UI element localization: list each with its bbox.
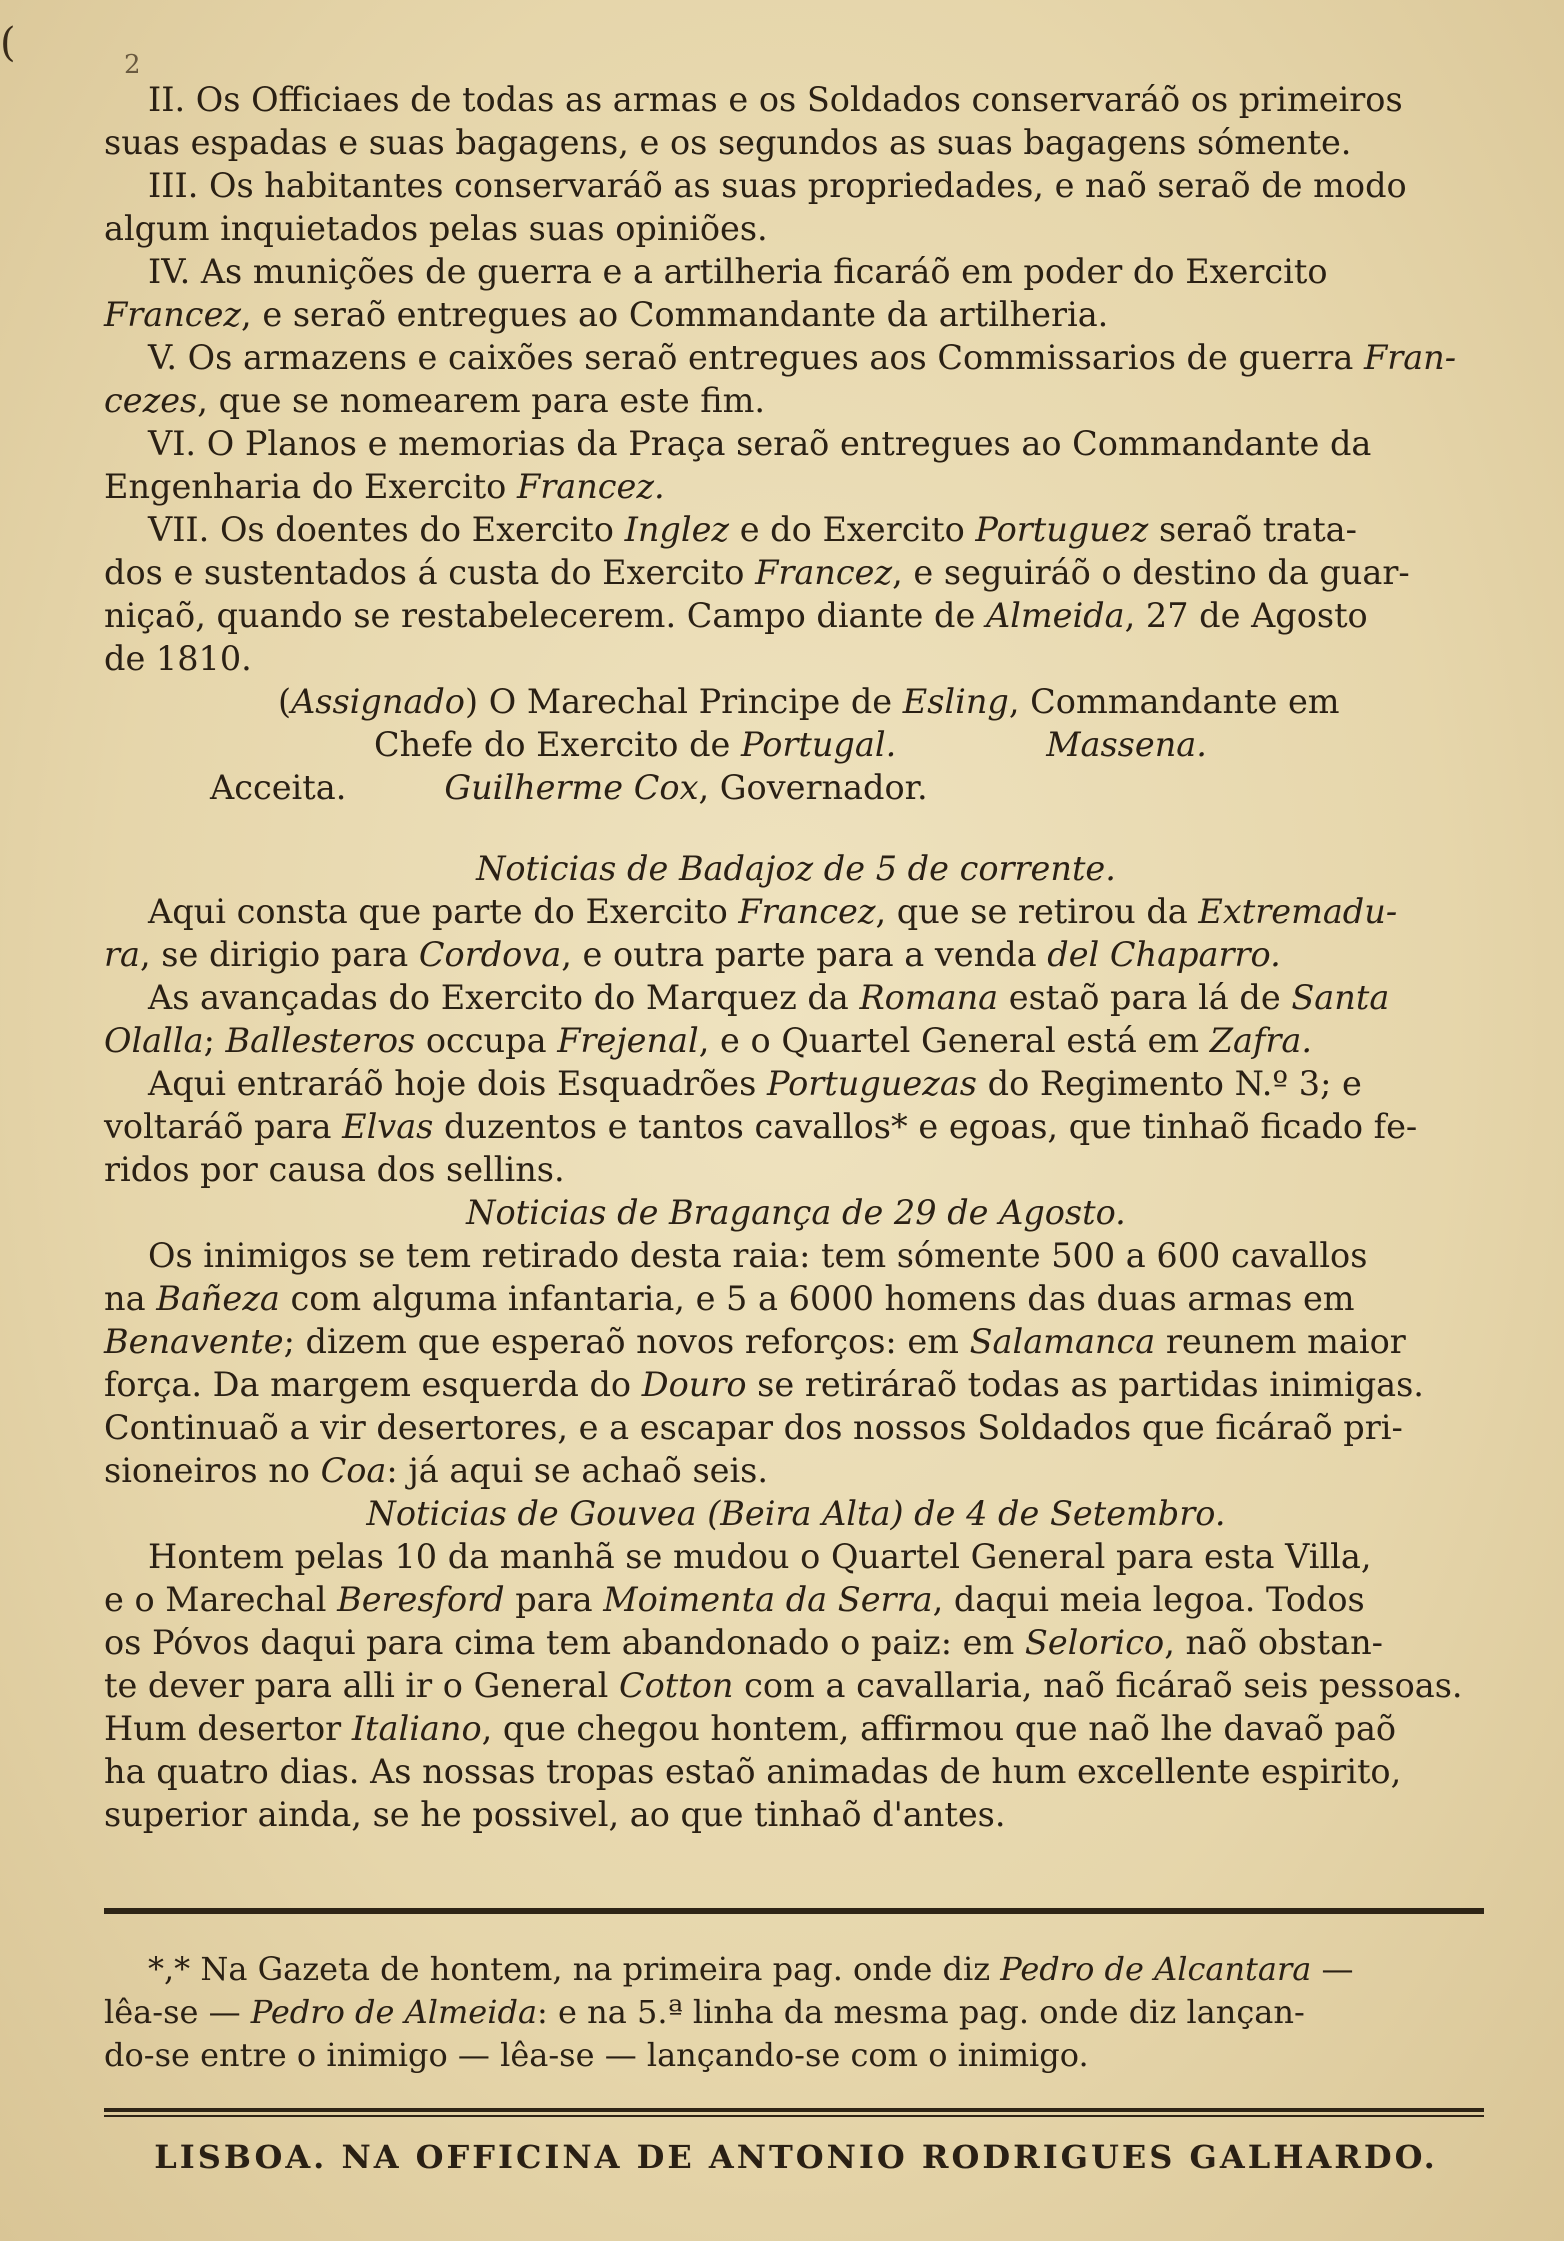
italic-text: Douro (641, 1365, 747, 1404)
text-run: , que se retirou da (875, 892, 1199, 931)
italic-text: ra (104, 935, 140, 974)
text-run: Hum desertor (104, 1709, 352, 1748)
article-line (104, 551, 1488, 594)
italic-text: Pedro de Almeida (250, 1993, 538, 2031)
paragraph-line (104, 1363, 1488, 1406)
text-run: ; (203, 1021, 226, 1060)
paragraph-line (104, 976, 1488, 1019)
article-line: de 1810. (104, 639, 252, 678)
printer-imprint: LISBOA. NA OFFICINA DE ANTONIO RODRIGUES GALHARDO. (154, 2138, 1438, 2176)
text-run: lêa-se — (104, 1993, 251, 2031)
text-run: V. Os armazens e caixões seraõ entregues aos Commissarios de guerra (148, 338, 1364, 377)
footnote-line: do-se entre o inimigo — lêa-se — lançando-se com o inimigo. (104, 2036, 1089, 2074)
italic-text: Beresford (337, 1580, 505, 1619)
article-iii (104, 164, 1488, 250)
italic-text: Portugal. (741, 725, 897, 764)
italic-text: Almeida (985, 596, 1125, 635)
italic-text: Portuguez (975, 510, 1149, 549)
text-run: Aqui consta que parte do Exercito (148, 892, 739, 931)
footnote-line (104, 1991, 1488, 2034)
text-run: ; dizem que esperaõ novos reforços: em (283, 1322, 970, 1361)
text-run: reunem maior (1155, 1322, 1406, 1361)
text-run: As avançadas do Exercito do Marquez da (148, 978, 860, 1017)
text-run: os Póvos daqui para cima tem abandonado o paiz: em (104, 1623, 1025, 1662)
italic-text: Romana (859, 978, 999, 1017)
text-run: sioneiros no (104, 1451, 321, 1490)
text-run: ( (278, 682, 292, 721)
text-run: , e seraõ entregues ao Commandante da artilheria. (241, 295, 1109, 334)
text-run: , daqui meia legoa. Todos (932, 1580, 1365, 1619)
italic-text: Esling (902, 682, 1009, 721)
italic-text: Zafra. (1209, 1021, 1312, 1060)
italic-text: Inglez (624, 510, 730, 549)
article-vii (104, 508, 1488, 680)
text-run: Engenharia do Exercito (104, 467, 517, 506)
italic-text: Selorico (1024, 1623, 1165, 1662)
article-line (104, 594, 1488, 637)
italic-text: Salamanca (969, 1322, 1156, 1361)
paragraph-line (104, 1578, 1488, 1621)
italic-text: Cotton (618, 1666, 734, 1705)
text-run: , e seguiráõ o destino da guar- (892, 553, 1410, 592)
text-run: , que se nomearem para este fim. (197, 381, 766, 420)
paragraph-line: Os inimigos se tem retirado desta raia: tem sómente 500 a 600 cavallos (148, 1236, 1368, 1275)
italic-text: Guilherme Cox (444, 768, 699, 807)
imprint-rule (104, 2108, 1484, 2117)
text-run: te dever para alli ir o General (104, 1666, 619, 1705)
paragraph-line (104, 1277, 1488, 1320)
paragraph-line: ridos por causa dos sellins. (104, 1150, 565, 1189)
paragraph-line (104, 1707, 1488, 1750)
italic-text: Pedro de Alcantara (1000, 1950, 1312, 1988)
paragraph-line (104, 933, 1488, 976)
paragraph-line (104, 1062, 1488, 1105)
text-run: VII. Os doentes do Exercito (148, 510, 625, 549)
signature-line (104, 680, 1488, 723)
article-line: algum inquietados pelas suas opiniões. (104, 209, 768, 248)
text-run: para (504, 1580, 604, 1619)
text-run: com alguma infantaria, e 5 a 6000 homens das duas armas em (279, 1279, 1355, 1318)
text-run: niçaõ, quando se restabelecerem. Campo diante de (104, 596, 986, 635)
article-line: VI. O Planos e memorias da Praça seraõ entregues ao Commandante da (148, 424, 1372, 463)
article-line (104, 508, 1488, 551)
text-run: , Governador. (698, 768, 928, 807)
paragraph-line: superior ainda, se he possivel, ao que tinhaõ d'antes. (104, 1795, 1006, 1834)
text-run: com a cavallaria, naõ ficáraõ seis pessoas. (733, 1666, 1463, 1705)
text-run: , Commandante em (1008, 682, 1340, 721)
italic-text: Fran- (1363, 338, 1457, 377)
paragraph-line (104, 1621, 1488, 1664)
news-badajoz (104, 847, 1488, 1191)
text-run: se retiráraõ todas as partidas inimigas. (746, 1365, 1424, 1404)
article-vi (104, 422, 1488, 508)
italic-text: Moimenta da Serra (603, 1580, 933, 1619)
text-run: , e o Quartel General está em (698, 1021, 1210, 1060)
article-line: III. Os habitantes conservaráõ as suas propriedades, e naõ seraõ de modo (148, 166, 1407, 205)
italic-text: Italiano (351, 1709, 482, 1748)
text-run: , 27 de Agosto (1124, 596, 1368, 635)
italic-text: Ballesteros (225, 1021, 416, 1060)
article-v (104, 336, 1488, 422)
italic-text: Francez (738, 892, 876, 931)
italic-text: cezes (104, 381, 198, 420)
text-run: do Regimento N.º 3; e (977, 1064, 1362, 1103)
text-run: dos e sustentados á custa do Exercito (104, 553, 756, 592)
signature-line (104, 766, 1488, 809)
article-line (104, 293, 1488, 336)
italic-text: Francez. (516, 467, 665, 506)
body-text (104, 78, 1488, 1836)
text-run: ) O Marechal Principe de (464, 682, 903, 721)
paragraph-line (104, 1449, 1488, 1492)
italic-text: Assignado (291, 682, 465, 721)
article-line: suas espadas e suas bagagens, e os segundos as suas bagagens sómente. (104, 123, 1352, 162)
text-run: Acceita. (210, 768, 347, 807)
article-line: II. Os Officiaes de todas as armas e os Soldados conservaráõ os primeiros (148, 80, 1403, 119)
italic-text: Benavente (104, 1322, 284, 1361)
text-run: , que chegou hontem, affirmou que naõ lhe davaõ paõ (481, 1709, 1397, 1748)
footnote-line (104, 1948, 1488, 1991)
italic-text: del Chaparro. (1047, 935, 1281, 974)
text-run: , e outra parte para a venda (561, 935, 1048, 974)
text-run: occupa (415, 1021, 558, 1060)
italic-text: Elvas (342, 1107, 434, 1146)
italic-text: Bañeza (156, 1279, 280, 1318)
section-heading: Noticias de Gouvea (Beira Alta) de 4 de Setembro. (366, 1494, 1226, 1533)
paragraph-line (104, 1105, 1488, 1148)
text-run: e do Exercito (729, 510, 976, 549)
page-folio: 2 (124, 50, 141, 80)
section-rule (104, 1908, 1484, 1914)
article-line (104, 465, 1488, 508)
signatory-name: Massena. (1046, 725, 1207, 764)
paragraph-line: ha quatro dias. As nossas tropas estaõ animadas de hum excellente espirito, (104, 1752, 1402, 1791)
section-heading: Noticias de Bragança de 29 de Agosto. (466, 1193, 1126, 1232)
paragraph-line (104, 1664, 1488, 1707)
italic-text: Frejenal (557, 1021, 699, 1060)
text-run: e o Marechal (104, 1580, 338, 1619)
text-run: voltaráõ para (104, 1107, 343, 1146)
text-run: força. Da margem esquerda do (104, 1365, 642, 1404)
text-run: Aqui entraráõ hoje dois Esquadrões (148, 1064, 767, 1103)
italic-text: Portuguezas (766, 1064, 977, 1103)
text-run: duzentos e tantos cavallos* e egoas, que tinhaõ ficado fe- (433, 1107, 1418, 1146)
article-line (104, 336, 1488, 379)
text-run: : já aqui se achaõ seis. (386, 1451, 769, 1490)
text-run: : e na 5.ª linha da mesma pag. onde diz lançan- (537, 1993, 1305, 2031)
article-ii (104, 78, 1488, 164)
text-run: — (1311, 1950, 1354, 1988)
italic-text: Francez (755, 553, 893, 592)
paragraph-line: Continuaõ a vir desertores, e a escapar dos nossos Soldados que ficáraõ pri- (104, 1408, 1403, 1447)
italic-text: Olalla (104, 1021, 204, 1060)
news-gouvea (104, 1492, 1488, 1836)
text-run: , naõ obstan- (1164, 1623, 1383, 1662)
text-run: , se dirigio para (140, 935, 419, 974)
text-run: na (104, 1279, 157, 1318)
text-run: seraõ trata- (1148, 510, 1357, 549)
paragraph-line (104, 1019, 1488, 1062)
section-heading: Noticias de Badajoz de 5 de corrente. (476, 849, 1116, 888)
paragraph-line: Hontem pelas 10 da manhã se mudou o Quartel General para esta Villa, (148, 1537, 1372, 1576)
article-iv (104, 250, 1488, 336)
italic-text: Santa (1291, 978, 1390, 1017)
paragraph-line (104, 1320, 1488, 1363)
text-run: *,* Na Gazeta de hontem, na primeira pag. onde diz (148, 1950, 1001, 1988)
text-run: estaõ para lá de (998, 978, 1292, 1017)
article-line: IV. As munições de guerra e a artilheria ficaráõ em poder do Exercito (148, 252, 1328, 291)
signature-block (104, 680, 1488, 809)
signature-line (104, 723, 1488, 766)
errata-footnote (104, 1948, 1488, 2077)
italic-text: Coa (320, 1451, 387, 1490)
italic-text: Cordova (418, 935, 562, 974)
italic-text: Francez (104, 295, 242, 334)
news-braganca (104, 1191, 1488, 1492)
article-line (104, 379, 1488, 422)
italic-text: Extremadu- (1198, 892, 1398, 931)
paragraph-line (104, 890, 1488, 933)
corner-mark: ( (0, 20, 16, 66)
text-run: Chefe do Exercito de (374, 725, 742, 764)
